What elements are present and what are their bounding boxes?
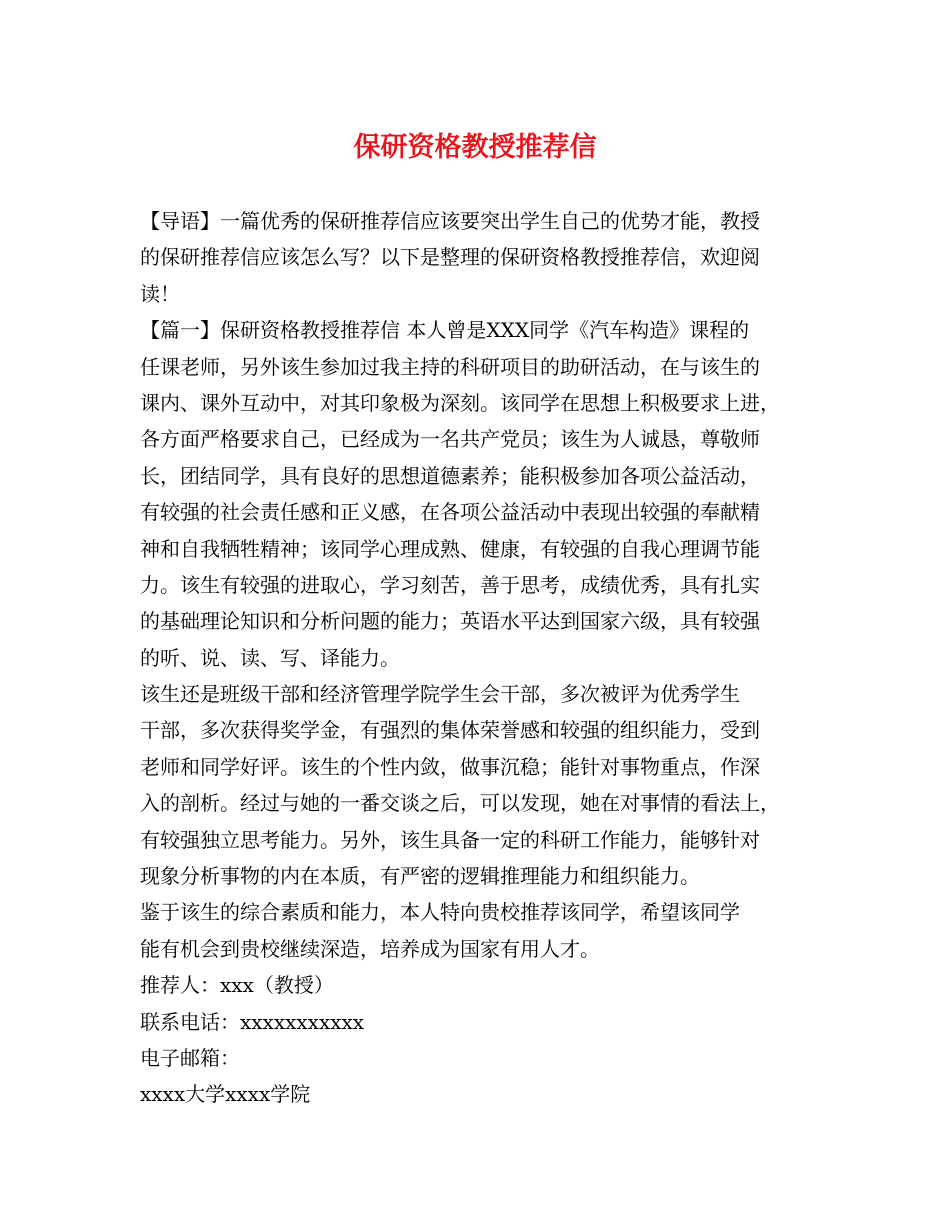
body-line: 各方面严格要求自己，已经成为一名共产党员；该生为人诚恳，尊敬师 — [140, 427, 760, 452]
body-line: 长，团结同学，具有良好的思想道德素养；能积极参加各项公益活动， — [140, 463, 760, 488]
document-body — [140, 203, 820, 1113]
body-line: 干部，多次获得奖学金，有强烈的集体荣誉感和较强的组织能力，受到 — [140, 718, 760, 743]
body-line: 的基础理论知识和分析问题的能力；英语水平达到国家六级，具有较强 — [140, 609, 760, 634]
body-line: 课内、课外互动中，对其印象极为深刻。该同学在思想上积极要求上进， — [140, 390, 780, 415]
body-line: 能有机会到贵校继续深造，培养成为国家有用人才。 — [140, 936, 600, 961]
body-line: 电子邮箱： — [140, 1045, 240, 1070]
body-line: 入的剖析。经过与她的一番交谈之后，可以发现，她在对事情的看法上， — [140, 791, 780, 816]
body-line: 推荐人：xxx（教授） — [140, 973, 334, 998]
body-line: 老师和同学好评。该生的个性内敛，做事沉稳；能针对事物重点，作深 — [140, 754, 760, 779]
body-line: 任课老师，另外该生参加过我主持的科研项目的助研活动，在与该生的 — [140, 354, 760, 379]
body-line: 鉴于该生的综合素质和能力，本人特向贵校推荐该同学，希望该同学 — [140, 900, 740, 925]
body-line: 该生还是班级干部和经济管理学院学生会干部，多次被评为优秀学生 — [140, 682, 740, 707]
body-line: 现象分析事物的内在本质，有严密的逻辑推理能力和组织能力。 — [140, 864, 700, 889]
body-line: 读！ — [140, 281, 180, 306]
document-title: 保研资格教授推荐信 — [353, 132, 597, 163]
body-line: xxxx大学xxxx学院 — [140, 1082, 311, 1107]
body-line: 【篇一】保研资格教授推荐信 本人曾是XXX同学《汽车构造》课程的 — [140, 318, 750, 343]
body-line: 有较强独立思考能力。另外，该生具备一定的科研工作能力，能够针对 — [140, 827, 760, 852]
body-line: 神和自我牺牲精神；该同学心理成熟、健康，有较强的自我心理调节能 — [140, 536, 760, 561]
body-line: 【导语】一篇优秀的保研推荐信应该要突出学生自己的优势才能，教授 — [140, 209, 760, 233]
body-line: 的保研推荐信应该怎么写？以下是整理的保研资格教授推荐信，欢迎阅 — [140, 245, 760, 270]
body-line: 力。该生有较强的进取心，学习刻苦，善于思考，成绩优秀，具有扎实 — [140, 572, 760, 597]
body-line: 联系电话：xxxxxxxxxxx — [140, 1009, 365, 1034]
body-line: 有较强的社会责任感和正义感，在各项公益活动中表现出较强的奉献精 — [140, 500, 760, 525]
body-line: 的听、说、读、写、译能力。 — [140, 645, 400, 670]
